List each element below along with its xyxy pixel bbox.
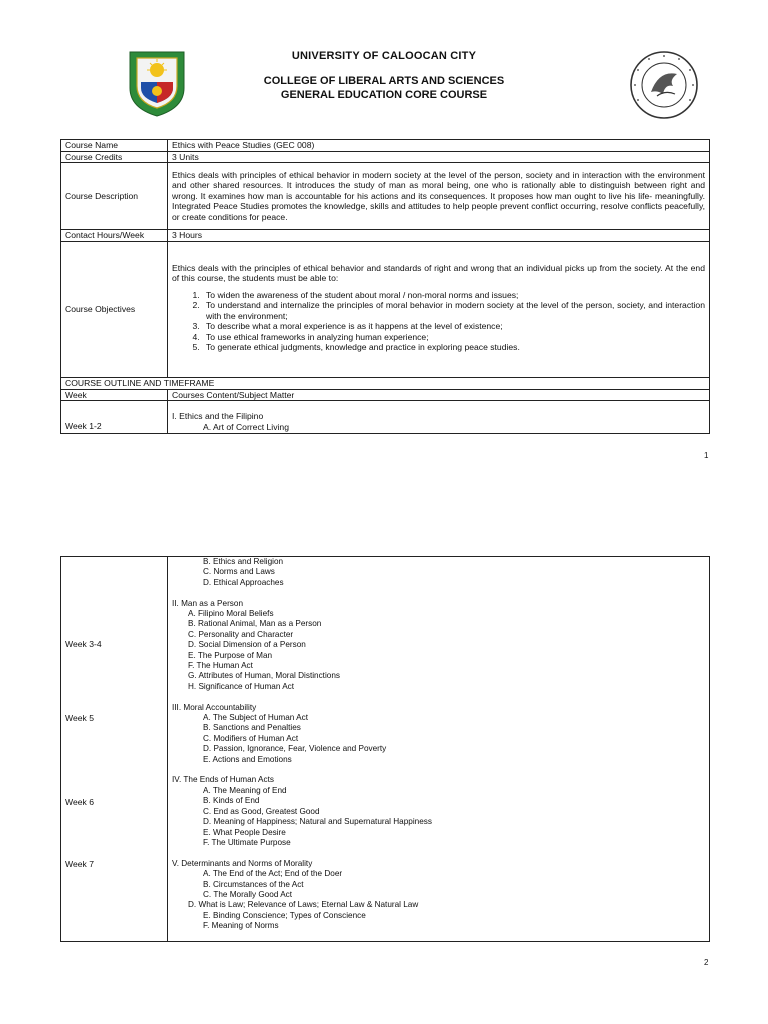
college-name: COLLEGE OF LIBERAL ARTS AND SCIENCES <box>263 75 505 87</box>
course-outline-heading: COURSE OUTLINE AND TIMEFRAME <box>61 378 710 390</box>
content-column-header: Courses Content/Subject Matter <box>168 389 710 401</box>
topic-item: C. Modifiers of Human Act <box>203 733 299 743</box>
course-type: GENERAL EDUCATION CORE COURSE <box>280 89 488 101</box>
unit-title: I. Ethics and the Filipino <box>172 411 264 421</box>
page-gap <box>0 470 768 530</box>
topic-item: B. Kinds of End <box>203 796 260 806</box>
unit-title: II. Man as a Person <box>172 598 243 608</box>
topic-item: F. Meaning of Norms <box>203 921 279 931</box>
topic-item: F. The Ultimate Purpose <box>203 837 291 847</box>
topic-item: A. The Meaning of End <box>203 785 287 795</box>
course-outline-table <box>60 556 710 942</box>
objective-item: 2. To understand and internalize the principles of moral behavior in modern society at the level of the person, society, and interaction with the environment; <box>202 300 705 321</box>
week-column-header: Week <box>61 389 168 401</box>
topic-item: A. Filipino Moral Beliefs <box>188 609 274 619</box>
unit-title: IV. The Ends of Human Acts <box>172 775 274 785</box>
topic-item: B. Sanctions and Penalties <box>203 723 301 733</box>
course-credits-label: Course Credits <box>61 151 168 163</box>
week-1-2-content <box>168 401 710 434</box>
topic-item: E. Binding Conscience; Types of Conscience <box>203 910 366 920</box>
page-number: 2 <box>704 958 709 967</box>
course-objectives-label: Course Objectives <box>61 242 168 378</box>
objective-item: 3. To describe what a moral experience is as it happens at the level of existence; <box>202 321 705 332</box>
topic-item: B. Rational Animal, Man as a Person <box>188 619 322 629</box>
week-label: Week 7 <box>65 859 94 869</box>
objectives-intro: Ethics deals with the principles of ethical behavior and standards of right and wrong that an individual picks up from the society. At the end of this course, the students must be able to: <box>172 262 705 283</box>
topic-item: F. The Human Act <box>188 661 253 671</box>
topic-item: E. What People Desire <box>203 827 286 837</box>
college-seal-icon <box>629 50 699 120</box>
week-column <box>61 557 168 942</box>
topic-item: D. What is Law; Relevance of Laws; Eternal Law & Natural Law <box>188 900 419 910</box>
course-description-label: Course Description <box>61 163 168 230</box>
topic-item: D. Meaning of Happiness; Natural and Supernatural Happiness <box>203 817 432 827</box>
page-1 <box>0 0 768 470</box>
course-info-table <box>60 139 710 434</box>
week-label: Week 1-2 <box>61 401 168 434</box>
unit-title: III. Moral Accountability <box>172 702 257 712</box>
topic-item: D. Social Dimension of a Person <box>188 640 306 650</box>
topic-item: D. Ethical Approaches <box>203 577 284 587</box>
topic-item: A. The End of the Act; End of the Doer <box>203 869 343 879</box>
topic-item: C. Personality and Character <box>188 629 294 639</box>
page-number: 1 <box>704 451 709 460</box>
week-label: Week 5 <box>65 713 94 723</box>
topic-item: E. Actions and Emotions <box>203 754 292 764</box>
course-credits-value: 3 Units <box>168 151 710 163</box>
unit-title: V. Determinants and Norms of Morality <box>172 858 313 868</box>
topic-item: B. Ethics and Religion <box>203 557 284 566</box>
university-name: UNIVERSITY OF CALOOCAN CITY <box>291 50 477 62</box>
contact-hours-label: Contact Hours/Week <box>61 230 168 242</box>
course-name-value: Ethics with Peace Studies (GEC 008) <box>168 140 710 152</box>
topic-item: A. Art of Correct Living <box>203 421 289 432</box>
week-label: Week 3-4 <box>65 639 102 649</box>
topic-item: D. Passion, Ignorance, Fear, Violence and Poverty <box>203 744 387 754</box>
week-label: Week 6 <box>65 797 94 807</box>
outline-content <box>168 557 710 942</box>
topic-item: C. Norms and Laws <box>203 567 275 577</box>
topic-item: C. End as Good, Greatest Good <box>203 806 320 816</box>
topic-item: H. Significance of Human Act <box>188 681 295 691</box>
course-description-value: Ethics deals with principles of ethical behavior in modern society at the level of the person, society and in interaction with the environment and other shared resources. It introduces the study of man as moral being, one who is rationally able to distinguish between right and wrong. It examines how man is accountable for his actions and its consequences. It proposes how man ought to live his life- meaningfully. Integrated Peace Studies promotes the knowledge, skills and attitudes to help people prevent conflict occurring, resolve conflicts peacefully, or create conditions for peace. <box>168 163 710 230</box>
objective-item: 5. To generate ethical judgments, knowledge and practice in exploring peace studies. <box>202 342 705 353</box>
course-name-label: Course Name <box>61 140 168 152</box>
topic-item: B. Circumstances of the Act <box>203 879 304 889</box>
objective-item: 1. To widen the awareness of the student about moral / non-moral norms and issues; <box>202 290 705 301</box>
topic-item: C. The Morally Good Act <box>203 889 293 899</box>
contact-hours-value: 3 Hours <box>168 230 710 242</box>
course-objectives-cell <box>168 242 710 378</box>
objectives-list <box>172 290 705 353</box>
topic-item: E. The Purpose of Man <box>188 650 273 660</box>
topic-item: A. The Subject of Human Act <box>203 713 308 723</box>
objective-item: 4. To use ethical frameworks in analyzing human experience; <box>202 332 705 343</box>
topic-item: G. Attributes of Human, Moral Distinctions <box>188 671 340 681</box>
